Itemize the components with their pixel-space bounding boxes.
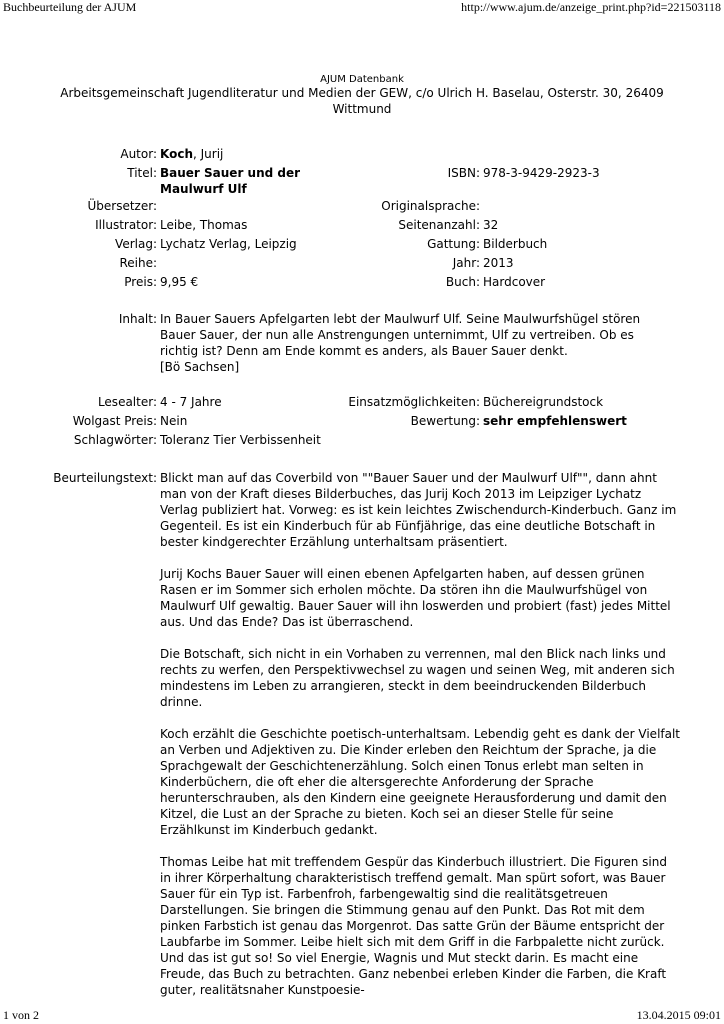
content-source: [Bö Sachsen] <box>160 360 240 374</box>
rating-value: sehr empfehlenswert <box>483 414 627 428</box>
org-address-line2: Wittmund <box>332 102 392 116</box>
isbn-label: ISBN: <box>447 166 480 180</box>
wolgast-prize-value: Nein <box>160 414 188 428</box>
review-paragraph: Thomas Leibe hat mit treffendem Gespür das Kinderbuch illustriert. Die Figuren sind in ihrer Körperhaltung charakteristisch treffend gemalt. Man spürt sofort, was Bauer Sauer für ein Typ ist. Farbenfroh, farbengewaltig sind die realitätsgetreuen Darstellungen. Sie bringen die Stimmung genau auf den Punkt. Das Rot mit dem pinken Farbstich ist genau das Morgenrot. Das satte Grün der Bäume entspricht der Laubfarbe im Sommer. Leibe hielt sich mit dem Griff in die Farbpalette nicht zurück. Und das ist gut so! So viel Energie, Wagnis und Mut steckt darin. Es macht eine Freude, das Buch zu betrachten. Ganz nebenbei erleben Kinder die Farben, die Kraft guter, realitätsnaher Kunstpoesie- <box>160 855 667 997</box>
wolgast-prize-label: Wolgast Preis: <box>72 414 157 428</box>
keywords-value: Toleranz Tier Verbissenheit <box>160 433 321 447</box>
reading-age-label: Lesealter: <box>97 395 157 409</box>
illustrator-label: Illustrator: <box>95 218 157 232</box>
review-paragraph: Die Botschaft, sich nicht in ein Vorhaben zu verrennen, mal den Blick nach links und rechts zu werfen, den Perspektivwechsel zu wagen und seinen Weg, mit anderen sich mindestens im Leben zu arrangieren, steckt in dem beeindruckenden Bilderbuch drinne. <box>160 647 675 709</box>
author-label: Autor: <box>120 147 157 161</box>
review-paragraph: Jurij Kochs Bauer Sauer will einen ebenen Apfelgarten haben, auf dessen grünen Rasen er im Sommer sich erholen möchte. Da stören ihn die Maulwurfshügel von Maulwurf Ulf gewaltig. Bauer Sauer will ihn loswerden und probiert (fast) jedes Mittel aus. Und das Ende? Das ist überraschend. <box>160 567 671 629</box>
author-last-name: Koch <box>160 147 193 161</box>
format-value: Hardcover <box>483 275 546 289</box>
pages-label: Seitenanzahl: <box>398 218 480 232</box>
review-text <box>160 470 680 998</box>
translator-label: Übersetzer: <box>87 199 157 213</box>
review-paragraph: Blickt man auf das Coverbild von ""Bauer Sauer und der Maulwurf Ulf"", dann ahnt man von der Kraft dieses Bilderbuches, das Jurij Koch 2013 im Leipziger Lychatz Verlag publiziert hat. Vorweg: es ist kein leichtes Zwischendurch-Kinderbuch. Ganz im Gegenteil. Es ist ein Kinderbuch für ab Fünfjährige, das eine deutliche Botschaft in bester kindgerechter Erzählung unterhaltsam präsentiert. <box>160 471 677 549</box>
title-value-line2: Maulwurf Ulf <box>160 182 247 196</box>
review-label: Beurteilungstext: <box>53 471 157 485</box>
pages-value: 32 <box>483 218 499 232</box>
content-line: Bauer Sauer, der nun alle Anstrengungen unternimmt, Ulf zu vertreiben. Ob es <box>160 328 634 342</box>
price-label: Preis: <box>124 275 157 289</box>
title-label: Titel: <box>127 166 157 180</box>
original-language-label: Originalsprache: <box>381 199 480 213</box>
title-value-line1: Bauer Sauer und der <box>160 166 301 180</box>
usage-value: Büchereigrundstock <box>483 395 604 409</box>
print-header-title: Buchbeurteilung der AJUM <box>3 0 137 14</box>
content-line: richtig ist? Denn am Ende kommt es anders, als Bauer Sauer denkt. <box>160 344 568 358</box>
keywords-label: Schlagwörter: <box>73 433 157 447</box>
publisher-label: Verlag: <box>115 237 157 251</box>
usage-label: Einsatzmöglichkeiten: <box>348 395 480 409</box>
review-paragraph: Koch erzählt die Geschichte poetisch-unterhaltsam. Lebendig geht es dank der Vielfalt an Verben und Adjektiven zu. Die Kinder erleben den Reichtum der Sprache, ja die Sprachgewalt der Geschichtenerzählung. Solch einen Tonus erlebt man selten in Kinderbüchern, die oft eher die altersgerechte Anforderung der Sprache herunterschrauben, als den Kindern eine geeignete Herausforderung und damit den Kitzel, die Lust an der Sprache zu bieten. Koch sei an dieser Stelle für seine Erzählkunst im Kinderbuch gedankt. <box>160 727 681 837</box>
year-value: 2013 <box>483 256 514 270</box>
database-title: AJUM Datenbank <box>320 74 404 85</box>
year-label: Jahr: <box>452 256 480 270</box>
content-line: In Bauer Sauers Apfelgarten lebt der Maulwurf Ulf. Seine Maulwurfshügel stören <box>160 312 641 326</box>
illustrator-value: Leibe, Thomas <box>160 218 248 232</box>
isbn-value: 978-3-9429-2923-3 <box>483 166 600 180</box>
genre-value: Bilderbuch <box>483 237 548 251</box>
print-footer-timestamp: 13.04.2015 09:01 <box>636 1008 721 1022</box>
price-value: 9,95 € <box>160 275 199 289</box>
print-header-url: http://www.ajum.de/anzeige_print.php?id=221503118 <box>461 0 721 14</box>
author-first-name: , Jurij <box>193 147 224 161</box>
reading-age-value: 4 - 7 Jahre <box>160 395 222 409</box>
author-value <box>160 146 223 162</box>
series-label: Reihe: <box>119 256 157 270</box>
publisher-value: Lychatz Verlag, Leipzig <box>160 237 297 251</box>
print-footer-page: 1 von 2 <box>3 1008 39 1022</box>
org-address-line1: Arbeitsgemeinschaft Jugendliteratur und Medien der GEW, c/o Ulrich H. Baselau, Osterstr. 30, 26409 <box>60 86 664 100</box>
format-label: Buch: <box>445 275 480 289</box>
content-label: Inhalt: <box>118 312 157 326</box>
genre-label: Gattung: <box>427 237 480 251</box>
rating-label: Bewertung: <box>410 414 480 428</box>
